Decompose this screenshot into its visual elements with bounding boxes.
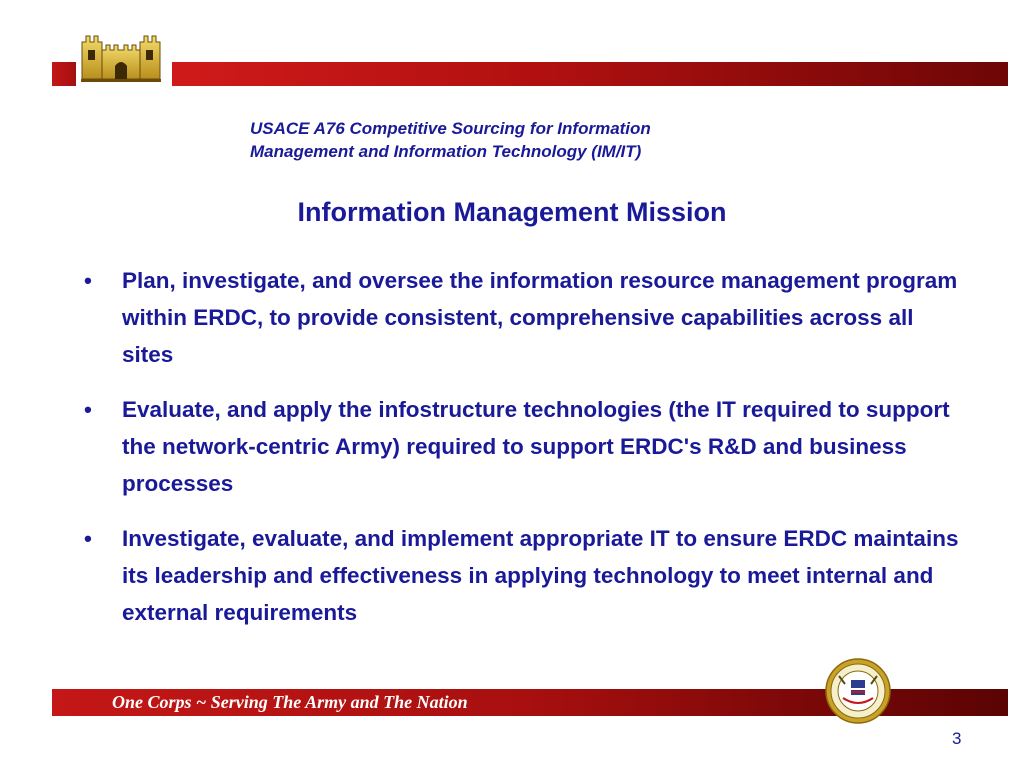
bullet-item (84, 520, 964, 631)
page-number: 3 (952, 729, 962, 748)
slide-subtitle (250, 117, 810, 163)
footer-motto: One Corps ~ Serving The Army and The Nation (112, 692, 468, 712)
org-name: US Army Corps of Engineers (775, 126, 992, 146)
army-seal-icon (825, 658, 891, 724)
subtitle-line-1: USACE A76 Competitive Sourcing for Information (250, 119, 651, 138)
bullet-text: Investigate, evaluate, and implement appropriate IT to ensure ERDC maintains its leadership and effectiveness in applying technology to meet internal and external requirements (122, 526, 959, 625)
bullet-text: Plan, investigate, and oversee the information resource management program within ERDC, to provide consistent, comprehensive capabilities across all sites (122, 268, 958, 367)
bullet-item (84, 262, 964, 373)
bullet-marker: • (84, 268, 92, 293)
subtitle-line-2: Management and Information Technology (IM/IT) (250, 142, 642, 161)
bullet-marker: • (84, 526, 92, 551)
bullet-item (84, 391, 964, 502)
castle-icon (80, 30, 162, 82)
bullet-list (84, 262, 964, 649)
slide-title: Information Management Mission (297, 197, 727, 227)
bullet-marker: • (84, 397, 92, 422)
top-bar-left-segment (52, 62, 76, 86)
bullet-text: Evaluate, and apply the infostructure technologies (the IT required to support the network-centric Army) required to support ERDC's R&D and business processes (122, 397, 950, 496)
